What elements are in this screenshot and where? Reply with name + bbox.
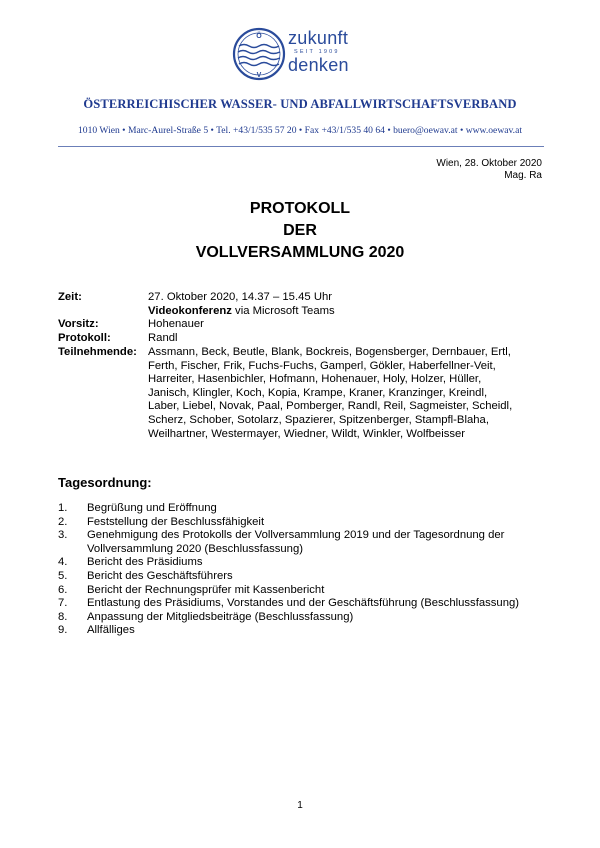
agenda-item-number: 8. (58, 610, 68, 623)
agenda-item-number: 9. (58, 624, 68, 637)
header-divider (58, 146, 544, 147)
teilnehmende-line: Scherz, Schober, Sotolarz, Spazierer, Spitzenberger, Stampfl-Blaha, (148, 413, 489, 426)
logo-word-zukunft: zukunft (288, 28, 349, 48)
teilnehmende-line: Laber, Liebel, Novak, Paal, Pomberger, Randl, Reil, Sagmeister, Scheidl, (148, 400, 513, 413)
teilnehmende-line: Weilhartner, Westermayer, Wiedner, Wildt, Winkler, Wolfbeisser (148, 427, 466, 440)
agenda-item (58, 502, 548, 516)
agenda-item-number: 7. (58, 597, 68, 610)
agenda-item-text: Begrüßung und Eröffnung (87, 502, 217, 514)
oewav-emblem-icon (232, 24, 286, 84)
agenda-heading: Tagesordnung: (58, 475, 152, 490)
teilnehmende-list (148, 346, 548, 441)
svg-text:V: V (256, 72, 262, 79)
agenda-item-number: 3. (58, 529, 68, 542)
agenda-item (58, 529, 548, 556)
agenda-item-number: 2. (58, 515, 68, 528)
zeit-time: 27. Oktober 2020, 14.37 – 15.45 Uhr (148, 291, 333, 303)
agenda-item (58, 516, 548, 530)
organization-name: ÖSTERREICHISCHER WASSER- UND ABFALLWIRTSCHAFTSVERBAND (83, 97, 517, 111)
agenda-item-text: Entlastung des Präsidiums, Vorstandes und der Geschäftsführung (Beschlussfassung) (87, 597, 520, 610)
meeting-format-rest: via Microsoft Teams (231, 304, 335, 317)
agenda-item-text: Bericht des Präsidiums (87, 556, 203, 569)
agenda-item-number: 6. (58, 583, 68, 596)
vorsitz-label: Vorsitz: (58, 318, 99, 330)
agenda-list (58, 502, 548, 638)
zeit-value (148, 291, 548, 318)
agenda-item-text: Anpassung der Mitgliedsbeiträge (Beschlussfassung) (87, 610, 354, 623)
agenda-item (58, 597, 548, 611)
agenda-item-text: Bericht des Geschäftsführers (87, 569, 233, 582)
agenda-item-text: Genehmigung des Protokolls der Vollversammlung 2019 und der Tagesordnung der Vollversammlung 2020 (Beschlussfassung) (87, 529, 505, 555)
svg-text:Ö: Ö (256, 33, 262, 40)
place-date: Wien, 28. Oktober 2020 (436, 158, 542, 169)
organization-address: 1010 Wien • Marc-Aurel-Straße 5 • Tel. +43/1/535 57 20 • Fax +43/1/535 40 64 • buero@oewav.at • www.oewav.at (77, 125, 522, 136)
protokoll-label: Protokoll: (58, 332, 111, 344)
teilnehmende-line: Harreiter, Hasenbichler, Hofmann, Hohenauer, Holy, Holzer, Hüller, (148, 373, 482, 386)
logo-word-denken: denken (288, 55, 349, 75)
agenda-item-text: Allfälliges (87, 624, 135, 637)
teilnehmende-line: Ferth, Fischer, Frik, Fuchs-Fuchs, Gamperl, Gökler, Haberfellner-Veit, (148, 359, 496, 372)
zeit-label: Zeit: (58, 291, 82, 303)
oewav-logo (232, 24, 372, 84)
teilnehmende-line: Janisch, Klingler, Koch, Kopia, Krampe, Kraner, Kranzinger, Kreindl, (148, 386, 488, 399)
logo-since: SEIT 1909 (294, 49, 340, 55)
vorsitz-value: Hohenauer (148, 318, 204, 330)
agenda-item (58, 624, 548, 638)
agenda-item-number: 1. (58, 502, 68, 514)
title-line-2: DER (283, 222, 317, 239)
protokoll-value: Randl (148, 332, 178, 344)
agenda-item (58, 570, 548, 584)
meeting-format (148, 305, 548, 319)
meeting-format-bold: Videokonferenz (148, 304, 232, 317)
agenda-item-number: 5. (58, 569, 68, 582)
page-number: 1 (297, 800, 303, 811)
title-line-1: PROTOKOLL (249, 200, 351, 217)
agenda-item (58, 584, 548, 598)
agenda-item-text: Feststellung der Beschlussfähigkeit (87, 515, 265, 528)
agenda-item (58, 556, 548, 570)
teilnehmende-label: Teilnehmende: (58, 346, 137, 358)
agenda-item-text: Bericht der Rechnungsprüfer mit Kassenbericht (87, 583, 325, 596)
author-initials: Mag. Ra (504, 170, 542, 181)
agenda-item-number: 4. (58, 556, 68, 569)
place-date-block (436, 158, 542, 182)
title-line-3: VOLLVERSAMMLUNG 2020 (195, 244, 405, 261)
teilnehmende-line: Assmann, Beck, Beutle, Blank, Bockreis, Bogensberger, Dernbauer, Ertl, (148, 346, 511, 358)
agenda-item (58, 611, 548, 625)
